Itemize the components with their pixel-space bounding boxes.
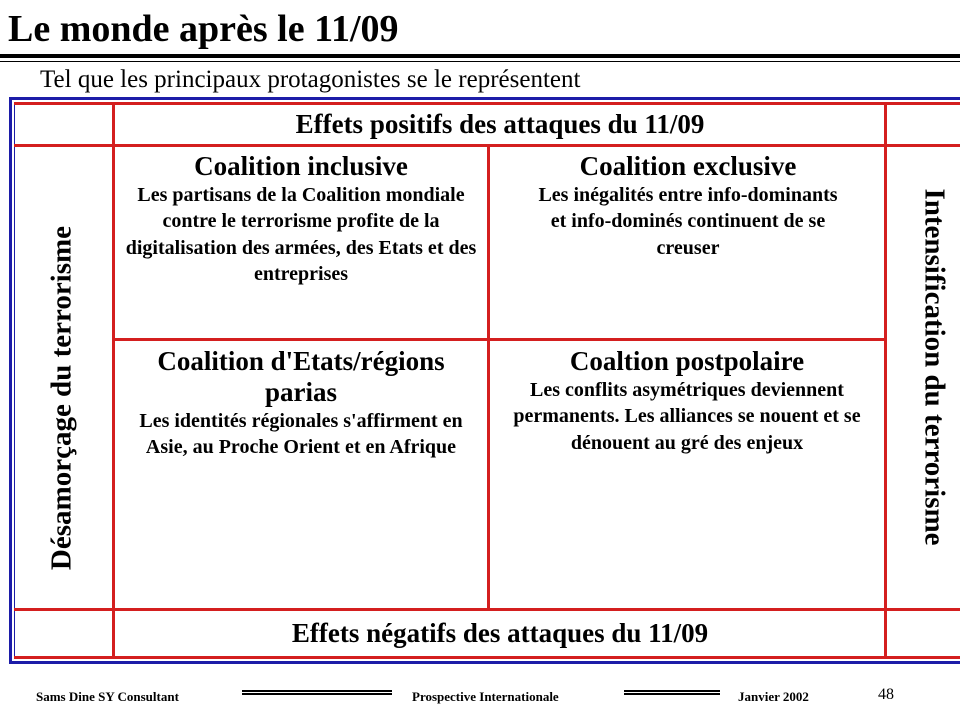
grid-line-right xyxy=(884,102,887,659)
slide-title: Le monde après le 11/09 xyxy=(8,8,399,50)
left-axis-label: Désamorçage du terrorisme xyxy=(45,225,78,571)
footer-date: Janvier 2002 xyxy=(738,689,809,704)
title-underline-thick xyxy=(0,54,960,58)
grid-line-top xyxy=(14,102,960,105)
quadrant-bottom-left xyxy=(124,346,478,461)
quadrant-top-left xyxy=(124,151,478,288)
quadrant-top-right-body: Les inégalités entre info-dominants et info-dominés continuent de se creuser xyxy=(538,184,838,259)
quadrant-top-left-title: Coalition inclusive xyxy=(194,151,408,181)
right-axis-label: Intensification du terrorisme xyxy=(918,188,951,546)
grid-line-left xyxy=(112,102,115,659)
quadrant-bottom-right xyxy=(494,346,880,456)
slide-subtitle: Tel que les principaux protagonistes se le représentent xyxy=(40,66,581,93)
grid-line-middle xyxy=(114,338,886,341)
footer-author: Sams Dine SY Consultant xyxy=(36,689,179,704)
quadrant-bottom-right-body: Les conflits asymétriques deviennent permanents. Les alliances se nouent et se dénouent au gré des enjeux xyxy=(513,379,861,454)
footer-separator-left xyxy=(242,690,392,695)
grid-line-bottom xyxy=(14,656,960,659)
quadrant-bottom-left-body: Les identités régionales s'affirment en Asie, au Proche Orient et en Afrique xyxy=(139,410,463,459)
quadrant-bottom-right-title: Coaltion postpolaire xyxy=(569,346,805,376)
footer-center: Prospective Internationale xyxy=(412,689,559,704)
footer-separator-right xyxy=(624,690,720,695)
page-number: 48 xyxy=(878,686,894,703)
quadrant-top-right-title: Coalition exclusive xyxy=(579,151,797,181)
top-band-label: Effets positifs des attaques du 11/09 xyxy=(295,109,705,139)
quadrant-top-right xyxy=(500,151,876,261)
title-underline-thin xyxy=(0,61,960,62)
grid-line-center xyxy=(487,144,490,611)
quadrant-top-left-body: Les partisans de la Coalition mondiale contre le terrorisme profite de la digitalisation des armées, des Etats et des entreprises xyxy=(125,184,477,286)
bottom-band-label: Effets négatifs des attaques du 11/09 xyxy=(291,618,709,648)
quadrant-bottom-left-title: Coalition d'Etats/régions parias xyxy=(157,346,445,408)
